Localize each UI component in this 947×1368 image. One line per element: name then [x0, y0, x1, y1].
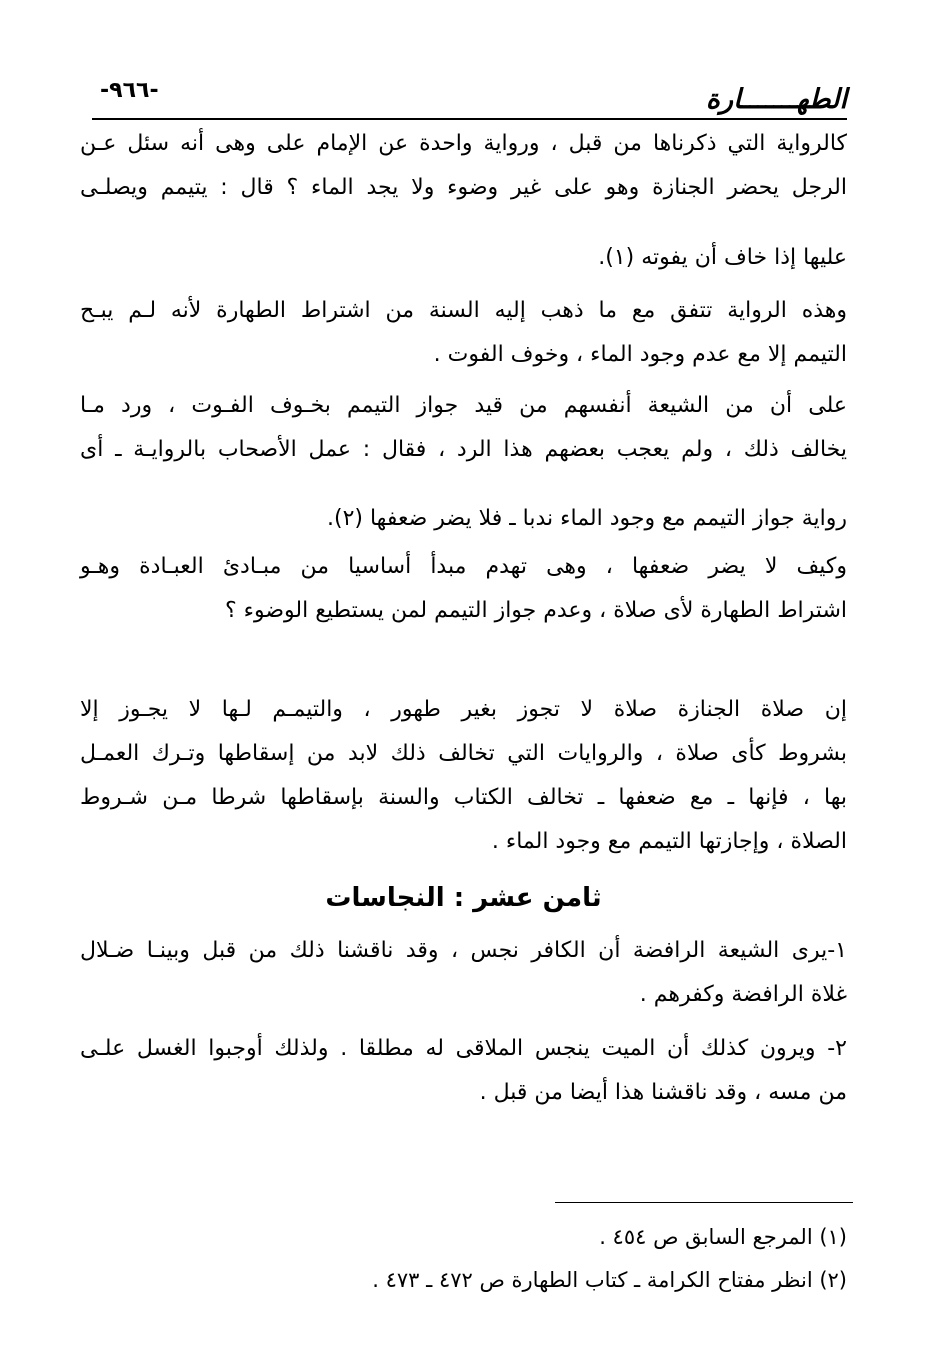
text-line: إن صلاة الجنازة صلاة لا تجوز بغير طهور ، والتيمـم لـها لا يجـوز إلا — [80, 697, 847, 722]
paragraph-1 — [80, 122, 847, 210]
list-item-1 — [80, 929, 847, 1017]
text-line: كالرواية التي ذكرناها من قبل ، ورواية واحدة عن الإمام على وهى أنه سئل عـن — [80, 131, 847, 156]
text-line: الصلاة ، وإجازتها التيمم مع وجود الماء . — [491, 829, 847, 854]
footnote-1: (١) المرجع السابق ص ٤٥٤ . — [599, 1225, 847, 1249]
text-line: غلاة الرافضة وكفرهم . — [639, 982, 847, 1007]
text-line: التيمم إلا مع عدم وجود الماء ، وخوف الفوت . — [433, 342, 847, 367]
paragraph-5 — [80, 688, 847, 864]
paragraph-3 — [80, 384, 847, 472]
page-number: -٩٦٦- — [100, 78, 159, 103]
text-line: اشتراط الطهارة لأى صلاة ، وعدم جواز التيمم لمن يستطيع الوضوء ؟ — [224, 598, 847, 623]
text-line: بها ، فإنها ـ مع ضعفها ـ تخالف الكتاب والسنة بإسقاطها شرطا مـن شـروط — [80, 785, 847, 810]
text-line: عليها إذا خاف أن يفوته (١). — [598, 245, 847, 270]
paragraph-3-end — [80, 497, 847, 541]
paragraph-2 — [80, 289, 847, 377]
text-line: وكيف لا يضر ضعفها ، وهى تهدم مبدأ أساسيا من مبـادئ العبـادة وهـو — [80, 554, 847, 579]
text-line: وهذه الرواية تتفق مع ما ذهب إليه السنة من اشتراط الطهارة لأنه لـم يبـح — [80, 298, 847, 323]
text-line: ٢- ويرون كذلك أن الميت ينجس الملاقى له مطلقا . ولذلك أوجبوا الغسل علـى — [80, 1036, 847, 1061]
paragraph-1-end — [80, 236, 847, 280]
text-line: على أن من الشيعة أنفسهم من قيد جواز التيمم بخـوف الفـوت ، ورد مـا — [80, 393, 847, 418]
list-item-2 — [80, 1027, 847, 1115]
text-line: ١-يرى الشيعة الرافضة أن الكافر نجس ، وقد ناقشنا ذلك من قبل وبينـا ضـلال — [80, 938, 847, 963]
text-line: الرجل يحضر الجنازة وهو على غير وضوء ولا يجد الماء ؟ قال : يتيمم ويصلـى — [80, 175, 847, 200]
header-rule — [92, 118, 847, 120]
paragraph-4 — [80, 545, 847, 633]
text-line: يخالف ذلك ، ولم يعجب بعضهم هذا الرد ، فقال : عمل الأصحاب بالروايـة ـ أى — [80, 437, 847, 462]
text-line: بشروط كأى صلاة ، والروايات التي تخالف ذلك لابد من إسقاطها وتـرك العمـل — [80, 741, 847, 766]
section-heading: ثامن عشر : النجاسات — [325, 883, 602, 913]
footnote-separator — [555, 1202, 853, 1203]
running-header — [92, 70, 847, 120]
footnote-2: (٢) انظر مفتاح الكرامة ـ كتاب الطهارة ص ٤٧٢ ـ ٤٧٣ . — [372, 1268, 847, 1292]
text-line: رواية جواز التيمم مع وجود الماء ندبا ـ فلا يضر ضعفها (٢). — [327, 506, 847, 531]
text-line: من مسه ، وقد ناقشنا هذا أيضا من قبل . — [479, 1080, 847, 1105]
section-title: الطهـــــــارة — [705, 84, 847, 115]
